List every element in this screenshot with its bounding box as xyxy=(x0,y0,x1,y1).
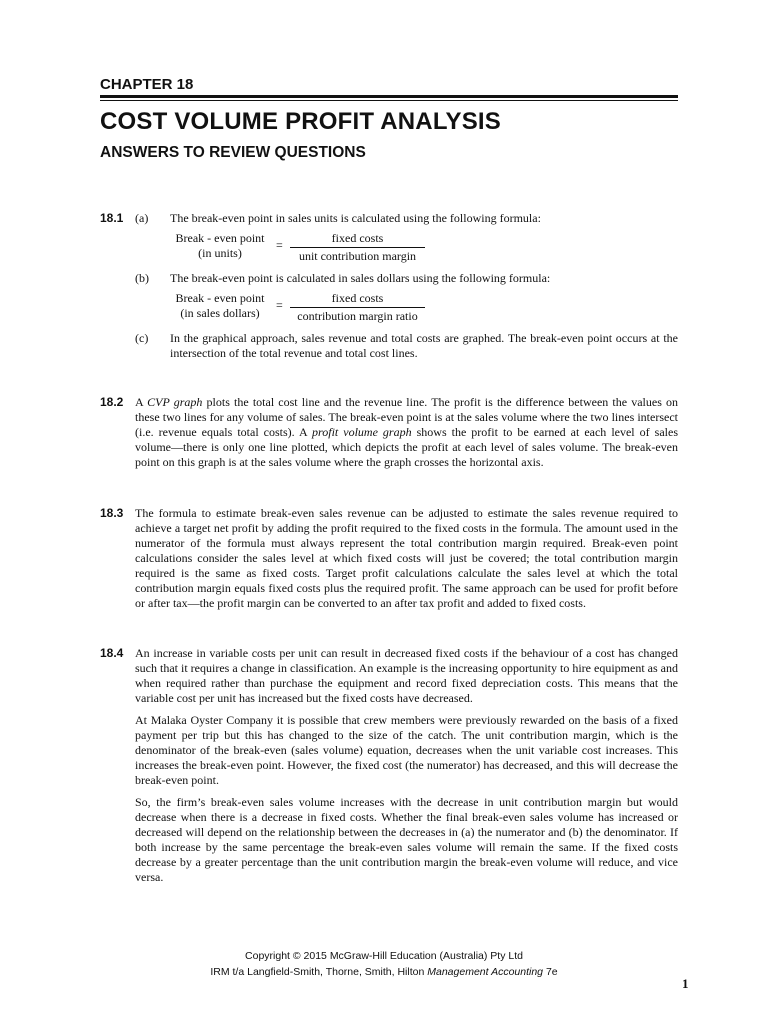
header-rule-thin xyxy=(100,100,678,101)
formula-numerator: fixed costs xyxy=(331,231,384,245)
emphasis-term: profit volume graph xyxy=(312,425,412,439)
formula-numerator: fixed costs xyxy=(331,291,384,305)
formula-lhs-line2: (in units) xyxy=(198,246,242,260)
answer-paragraph xyxy=(135,395,678,470)
question-18-3 xyxy=(100,506,678,618)
subpart-text: The break-even point in sales units is calculated using the following formula: xyxy=(170,211,541,225)
footer-irm-authors: IRM t/a Langfield-Smith, Thorne, Smith, Hilton xyxy=(210,966,428,978)
text-run: plots the total cost line and the revenue line. The profit is the difference between the values on these two lines for any volume of sales. The break-even point is at the sales volume where the two lines intersect (i.e. revenue equals total costs). A xyxy=(135,395,678,439)
question-number: 18.3 xyxy=(100,506,124,520)
formula-equals: = xyxy=(276,238,283,252)
subpart-label: (b) xyxy=(135,271,149,285)
formula-denominator: contribution margin ratio xyxy=(297,309,418,323)
emphasis-term: CVP graph xyxy=(147,395,203,409)
answer-paragraph: An increase in variable costs per unit can result in decreased fixed costs if the behaviour of a cost has changed such that it requires a change in classification. An example is the increasing opportunity to hire equipment as and when required rather than purchase the equipment and record fixed depreciation costs. This means that the variable cost per unit has increased but the fixed costs have decreased. xyxy=(135,646,678,705)
subpart-label: (a) xyxy=(135,211,149,225)
answer-paragraph: The formula to estimate break-even sales revenue can be adjusted to estimate the sales revenue required to achieve a target net profit by adding the profit required to the fixed costs in the formula. The amount used in the numerator of the formula must always represent the total contribution margin required. Break-even point calculations consider the sales level at which fixed costs will just be covered; the total contribution margin required is the same as fixed costs. Target profit calculations calculate the sales level at which the total contribution margin equals fixed costs plus the required profit. The same approach can be used for profit before or after tax—the profit margin can be converted to an after tax profit and added to fixed costs. xyxy=(135,506,678,610)
question-number: 18.2 xyxy=(100,395,124,409)
question-18-2 xyxy=(100,395,678,477)
question-body xyxy=(135,506,678,611)
question-number: 18.4 xyxy=(100,646,124,660)
answer-paragraph: So, the firm’s break-even sales volume increases with the decrease in unit contribution margin but would decrease when there is a decrease in fixed costs. Whether the final break-even sales volume has increased or decreased will depend on the relationship between the decreases in (a) the numerator and (b) the denominator. If both increase by the same percentage the break-even sales volume will remain the same. If the fixed costs decrease by a greater percentage than the unit contribution margin the break-even volume will reduce, and vice versa. xyxy=(135,795,678,884)
text-run: shows the profit to be earned at each level of sales volume—there is only one line plotted, which depicts the profit at each level of sales volume. The break-even point on this graph is at the sales volume where the graph crosses the horizontal axis. xyxy=(135,425,678,469)
formula-fraction xyxy=(290,291,425,324)
subpart-b xyxy=(135,271,678,325)
subpart-text: The break-even point is calculated in sales dollars using the following formula: xyxy=(170,271,551,285)
page-number: 1 xyxy=(682,976,689,991)
formula-denominator: unit contribution margin xyxy=(298,249,417,263)
footer-irm-title: Management Accounting xyxy=(427,966,544,978)
question-body xyxy=(135,646,678,885)
subpart-c xyxy=(135,331,678,361)
formula-lhs-line2: (in sales dollars) xyxy=(180,306,260,320)
subpart-text: In the graphical approach, sales revenue and total costs are graphed. The break-even point occurs at the intersection of the total revenue and total cost lines. xyxy=(170,331,678,360)
formula-fraction xyxy=(290,231,425,264)
chapter-title: COST VOLUME PROFIT ANALYSIS xyxy=(100,108,501,135)
footer-irm xyxy=(0,966,768,978)
formula-lhs-line1: Break - even point xyxy=(175,291,265,305)
question-18-1 xyxy=(100,211,678,361)
question-body xyxy=(135,395,678,470)
footer-copyright: Copyright © 2015 McGraw-Hill Education (Australia) Pty Ltd xyxy=(245,950,523,962)
question-number: 18.1 xyxy=(100,211,124,225)
question-18-4 xyxy=(100,646,678,892)
breakeven-units-formula xyxy=(170,231,678,265)
chapter-label: CHAPTER 18 xyxy=(100,76,194,93)
formula-lhs-line1: Break - even point xyxy=(175,231,265,245)
text-run: A xyxy=(135,395,148,409)
answer-paragraph: At Malaka Oyster Company it is possible that crew members were previously rewarded on the basis of a fixed payment per trip but this has changed to the size of the catch. The unit contribution margin, which is the denominator of the break-even (sales volume) equation, decreases when the unit variable cost increases. This increases the break-even point. However, the fixed cost (the numerator) has decreased, and this will decrease the break-even point. xyxy=(135,713,678,787)
subpart-label: (c) xyxy=(135,331,149,345)
subpart-a xyxy=(135,211,678,265)
formula-equals: = xyxy=(276,298,283,312)
header-rule-thick xyxy=(100,95,678,98)
breakeven-dollars-formula xyxy=(170,291,678,325)
fraction-bar xyxy=(290,247,425,248)
fraction-bar xyxy=(290,307,425,308)
section-subtitle: ANSWERS TO REVIEW QUESTIONS xyxy=(100,144,366,161)
question-body xyxy=(135,211,678,361)
formula-lhs xyxy=(170,291,270,321)
footer-irm-edition: 7e xyxy=(543,966,558,978)
formula-lhs xyxy=(170,231,270,261)
